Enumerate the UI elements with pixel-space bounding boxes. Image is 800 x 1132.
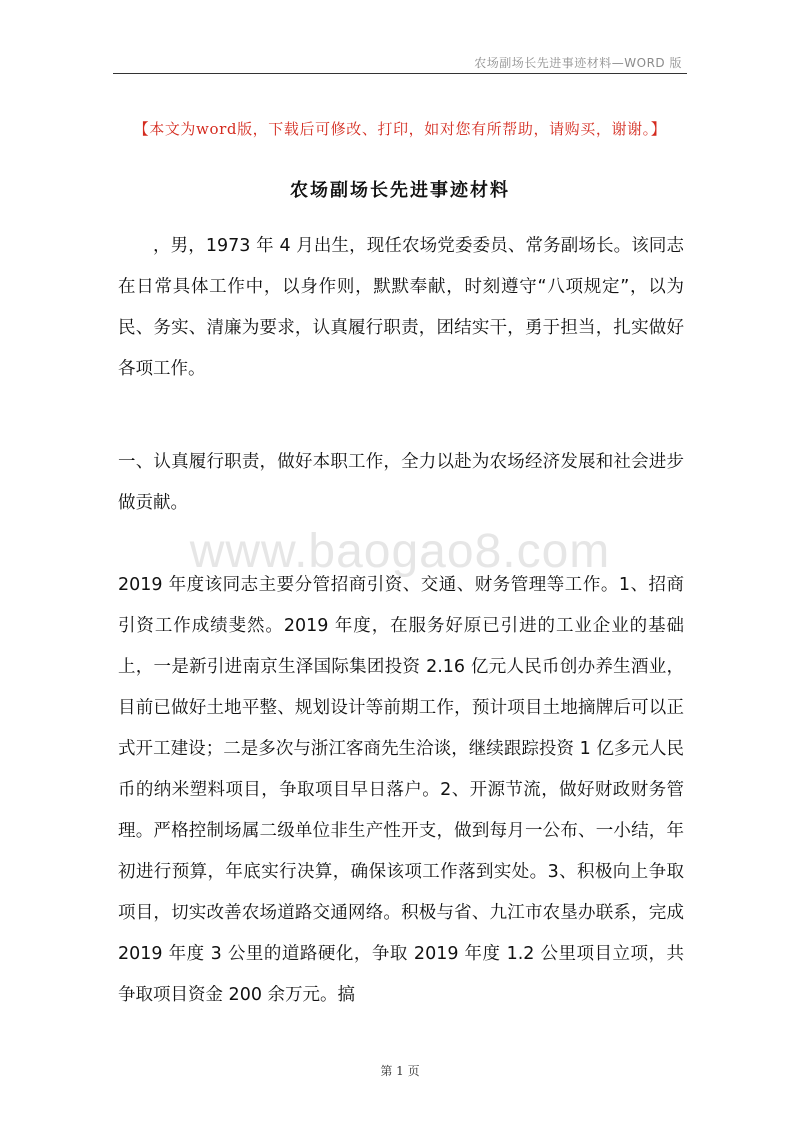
header-divider	[113, 73, 687, 74]
document-title: 农场副场长先进事迹材料	[290, 180, 510, 201]
purchase-notice: 【本文为word版，下载后可修改、打印，如对您有所帮助，请购买，谢谢。】	[133, 120, 667, 138]
watermark: www.baogao8.com	[189, 525, 611, 578]
section-heading-1: 一、认真履行职责，做好本职工作，全力以赴为农场经济发展和社会进步做贡献。	[118, 452, 684, 513]
running-header: 农场副场长先进事迹材料—WORD 版	[474, 56, 682, 70]
paragraph-body: 2019 年度该同志主要分管招商引资、交通、财务管理等工作。1、招商引资工作成绩斐然。2019 年度，在服务好原已引进的工业企业的基础上，一是新引进南京生泽国际集团投资 2.16 亿元人民币创办养生酒业，目前已做好土地平整、规划设计等前期工作，预计项目土地摘牌后可以正式开工建设；二是多次与浙江客商先生洽谈，继续跟踪投资 1 亿多元人民币的纳米塑料项目，争取项目早日落户。2、开源节流，做好财政财务管理。严格控制场属二级单位非生产性开支，做到每月一公布、一小结，年初进行预算，年底实行决算，确保该项工作落到实处。3、积极向上争取项目，切实改善农场道路交通网络。积极与省、九江市农垦办联系，完成 2019 年度 3 公里的道路硬化，争取 2019 年度 1.2 公里项目立项，共争取项目资金 200 余万元。搞	[118, 575, 684, 1005]
paragraph-intro: ，男，1973 年 4 月出生，现任农场党委委员、常务副场长。该同志在日常具体工作中，以身作则，默默奉献，时刻遵守“八项规定”，以为民、务实、清廉为要求，认真履行职责，团结实干，勇于担当，扎实做好各项工作。	[118, 236, 684, 379]
page-number: 第 1 页	[380, 1064, 420, 1078]
